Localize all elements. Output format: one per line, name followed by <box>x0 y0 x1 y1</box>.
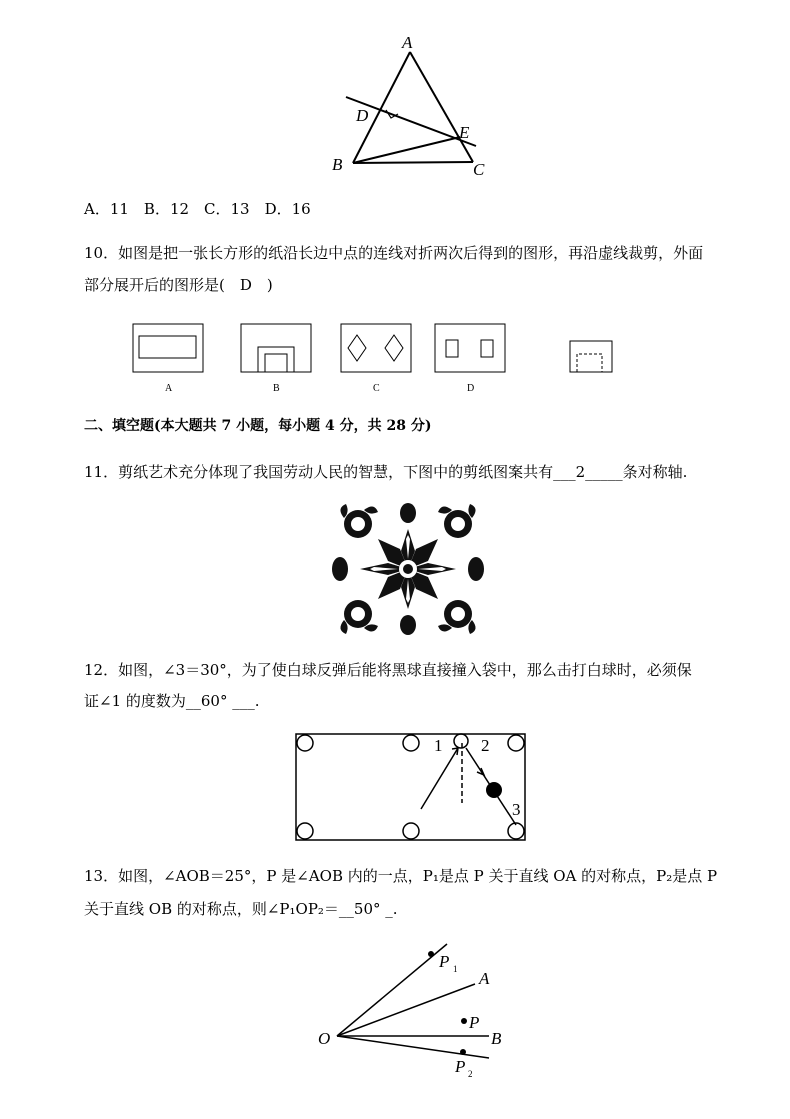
option-d-label: D <box>467 383 475 394</box>
option-a-cut <box>139 336 196 358</box>
angle-label-2: 2 <box>481 736 490 755</box>
billiard-table-figure <box>293 731 529 843</box>
pocket-bottom-mid <box>403 823 419 839</box>
label-b-ray: B <box>491 1029 502 1048</box>
cut-dashed-line <box>577 354 602 372</box>
label-o: O <box>318 1029 331 1048</box>
option-a-frame <box>133 324 203 372</box>
pocket-top-mid <box>403 735 419 751</box>
label-p1-subscript: 1 <box>453 964 458 974</box>
paper-cut-pattern-image <box>332 501 484 637</box>
q12-stem-line2: 证∠1 的度数为__60° ___. <box>84 692 260 710</box>
label-p2: P <box>455 1057 466 1076</box>
point-p1 <box>428 951 434 957</box>
q13-stem-line2: 关于直线 OB 的对称点，则∠P₁OP₂＝__50° _. <box>84 900 398 918</box>
angle-label-3: 3 <box>512 800 521 819</box>
q12-stem-line1: 12．如图，∠3＝30°，为了使白球反弹后能将黑球直接撞入袋中，那么击打白球时，必须保 <box>84 661 692 679</box>
option-d-cut-left <box>446 340 458 357</box>
q10-stem-line2: 部分展开后的图形是( D ) <box>84 276 273 294</box>
white-ball-path <box>421 748 458 809</box>
label-a: A <box>402 33 413 52</box>
q11-stem: 11．剪纸艺术充分体现了我国劳动人民的智慧，下图中的剪纸图案共有___2_____条对称轴. <box>84 463 688 481</box>
pocket-bottom-left <box>297 823 313 839</box>
option-b-cut <box>258 347 294 372</box>
option-d-cut-right <box>481 340 493 357</box>
label-c: C <box>473 160 485 179</box>
option-b-frame <box>241 324 311 372</box>
segment-be <box>353 137 460 163</box>
option-c-frame <box>341 324 411 372</box>
label-p: P <box>469 1013 480 1032</box>
segment-bc <box>353 162 473 163</box>
pocket-top-right <box>508 735 524 751</box>
q10-stem-line1: 10．如图是把一张长方形的纸沿长边中点的连线对折两次后得到的图形，再沿虚线裁剪，外面 <box>84 244 704 262</box>
angle-aob-figure <box>313 940 513 1080</box>
pocket-top-right-a <box>454 734 468 748</box>
q13-stem-line1: 13．如图，∠AOB＝25°，P 是∠AOB 内的一点，P₁是点 P 关于直线 OA 的对称点，P₂是点 P <box>84 867 718 885</box>
q9-options: A．11 B．12 C．13 D．16 <box>84 200 311 218</box>
option-b-cut-inner <box>265 354 287 372</box>
point-p <box>461 1018 467 1024</box>
point-p2 <box>460 1049 466 1055</box>
option-c-diamond-right <box>385 335 403 361</box>
folded-paper <box>570 341 612 372</box>
label-a-ray: A <box>479 969 490 988</box>
option-a-label: A <box>165 383 173 394</box>
ray-oa <box>337 984 475 1036</box>
label-e: E <box>459 123 470 142</box>
label-d: D <box>356 106 369 125</box>
paper-cut-options-figure <box>128 318 618 396</box>
black-ball <box>486 782 502 798</box>
label-p1: P <box>439 952 450 971</box>
pocket-bottom-right <box>508 823 524 839</box>
angle-label-1: 1 <box>434 736 443 755</box>
label-b: B <box>332 155 343 174</box>
triangle-figure <box>330 30 500 182</box>
ray-op1 <box>337 944 450 1036</box>
label-p2-subscript: 2 <box>468 1069 473 1079</box>
ray-op2 <box>337 1036 489 1058</box>
section-2-title: 二、填空题(本大题共 7 小题，每小题 4 分，共 28 分) <box>84 418 432 434</box>
option-c-diamond-left <box>348 335 366 361</box>
pocket-top-left <box>297 735 313 751</box>
option-c-label: C <box>373 383 380 394</box>
option-b-label: B <box>273 383 280 394</box>
segment-ac <box>410 52 473 162</box>
